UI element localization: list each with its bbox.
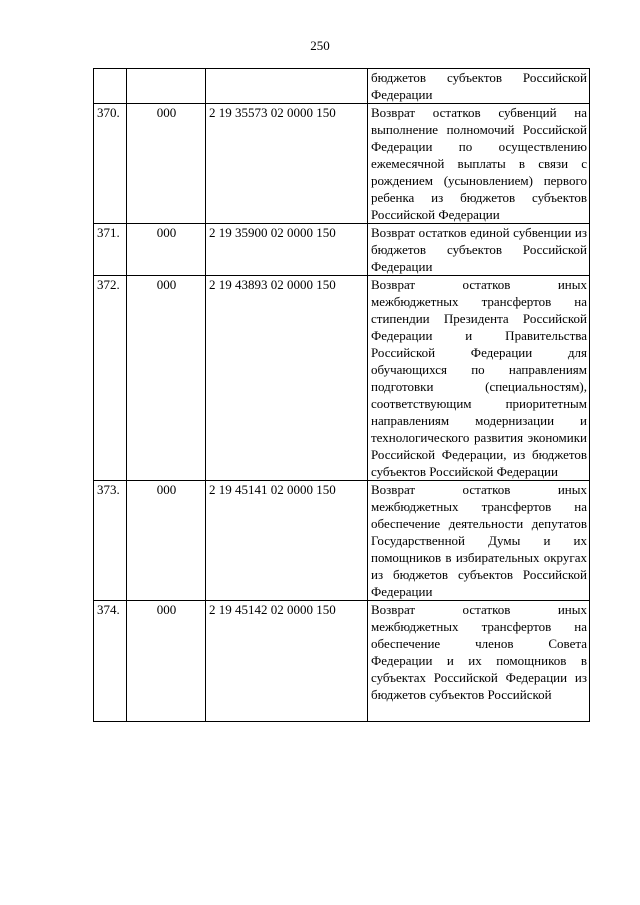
budget-code: 2 19 35573 02 0000 150 [206, 104, 368, 224]
row-description: Возврат остатков субвенций на выполнение полномочий Российской Федерации по осуществлению ежемесячной выплаты в связи с рождением (усыновлением) первого ребенка из бюджетов субъектов Российской Федерации [368, 104, 590, 224]
admin-code: 000 [127, 601, 206, 722]
row-description: бюджетов субъектов Российской Федерации [368, 69, 590, 104]
budget-code: 2 19 45142 02 0000 150 [206, 601, 368, 722]
row-number: 371. [94, 224, 127, 276]
budget-code: 2 19 45141 02 0000 150 [206, 481, 368, 601]
row-number: 373. [94, 481, 127, 601]
admin-code: 000 [127, 481, 206, 601]
row-description: Возврат остатков иных межбюджетных трансфертов на стипендии Президента Российской Федерации и Правительства Российской Федерации для обучающихся по направлениям подготовки (специальностям), соответствующим приоритетным направлениям модернизации и технологического развития экономики Российской Федерации, из бюджетов субъектов Российской Федерации [368, 276, 590, 481]
admin-code: 000 [127, 224, 206, 276]
row-description: Возврат остатков иных межбюджетных трансфертов на обеспечение членов Совета Федерации и их помощников в субъектах Российской Федерации из бюджетов субъектов Российской [368, 601, 590, 722]
table-row [94, 276, 590, 481]
admin-code: 000 [127, 104, 206, 224]
row-number: 370. [94, 104, 127, 224]
budget-code: 2 19 43893 02 0000 150 [206, 276, 368, 481]
table-row [94, 601, 590, 722]
admin-code [127, 69, 206, 104]
table-row [94, 481, 590, 601]
row-number [94, 69, 127, 104]
row-description: Возврат остатков единой субвенции из бюджетов субъектов Российской Федерации [368, 224, 590, 276]
page-number: 250 [310, 38, 330, 53]
row-description: Возврат остатков иных межбюджетных трансфертов на обеспечение деятельности депутатов Государственной Думы и их помощников в избирательных округах из бюджетов субъектов Российской Федерации [368, 481, 590, 601]
budget-code [206, 69, 368, 104]
budget-code: 2 19 35900 02 0000 150 [206, 224, 368, 276]
table-row [94, 224, 590, 276]
table-row [94, 104, 590, 224]
row-number: 374. [94, 601, 127, 722]
table-row-continued [94, 69, 590, 104]
budget-codes-table [93, 68, 590, 722]
row-number: 372. [94, 276, 127, 481]
admin-code: 000 [127, 276, 206, 481]
